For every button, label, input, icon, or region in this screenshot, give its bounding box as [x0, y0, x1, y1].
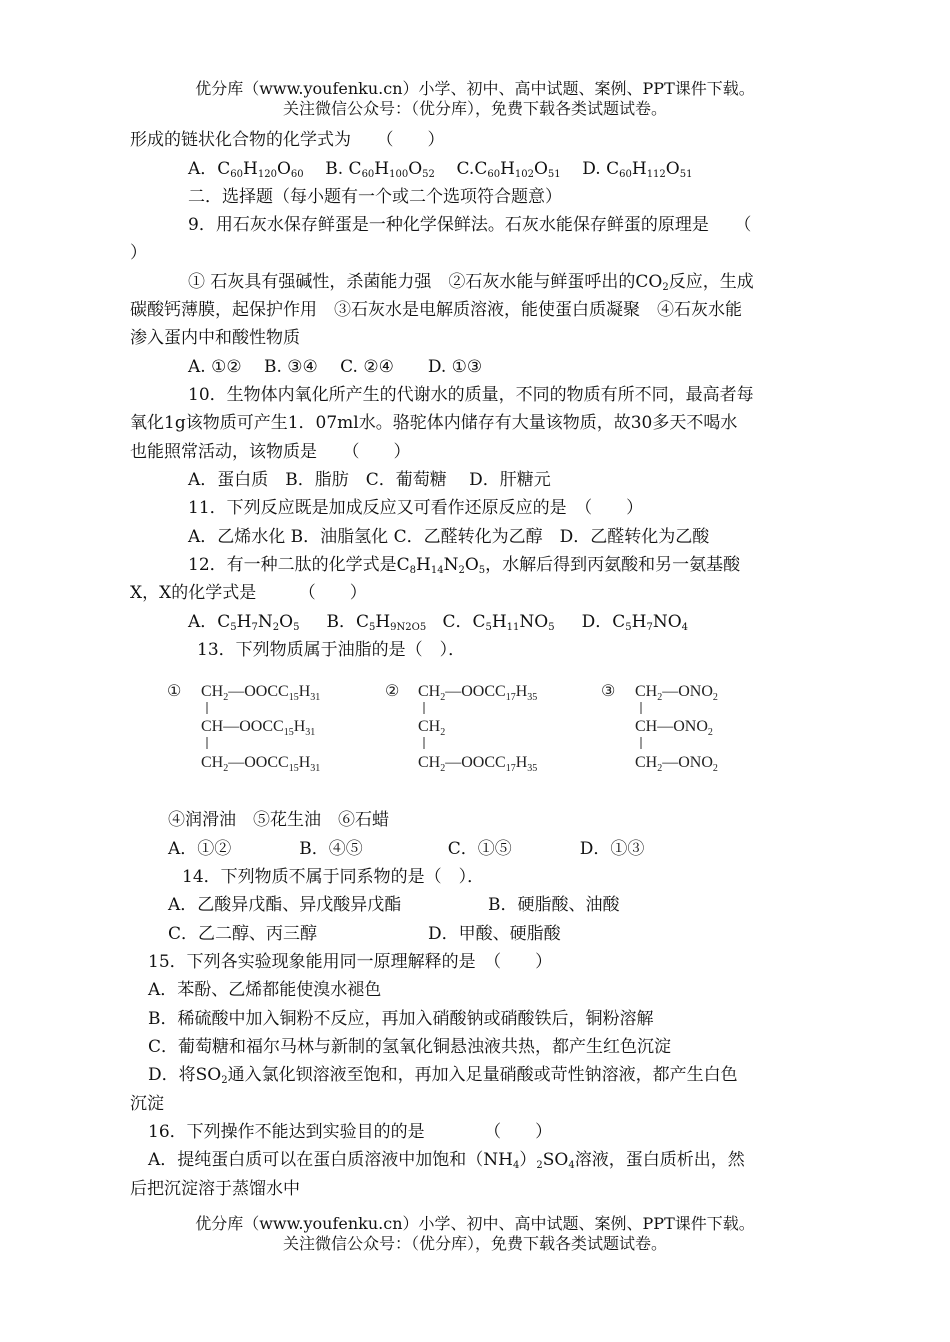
formula-3-row-1: $CH_2—ONO_2$ — [635, 683, 718, 703]
section-2-title: 二．选择题（每小题有一个或二个选项符合题意） — [188, 187, 562, 207]
q9-statement-2: 碳酸钙薄膜，起保护作用 ③石灰水是电解质溶液，能使蛋白质凝聚 ④石灰水能 — [130, 300, 742, 320]
q10-line-3: 也能照常活动，该物质是 （ ） — [130, 442, 411, 462]
q14-stem: 14．下列物质不属于同系物的是（ ）． — [182, 867, 485, 887]
formula-1-row-2: $CH—OOCC_{15}H_{31}$ — [201, 718, 316, 738]
q13-more-choices: ④润滑油 ⑤花生油 ⑥石蜡 — [168, 810, 389, 830]
formula-3-row-3: $CH_2—ONO_2$ — [635, 754, 718, 774]
formula-3-label: ③ — [601, 683, 616, 700]
formula-1-row-1: $CH_2—OOCC_{15}H_{31}$ — [201, 683, 321, 703]
formula-1-row-3: $CH_2—OOCC_{15}H_{31}$ — [201, 754, 321, 774]
formula-2-label: ② — [385, 683, 400, 700]
q9-statement-1: ① 石灰具有强碱性，杀菌能力强 ②石灰水能与鲜蛋呼出的$CO_2$反应，生成 — [188, 272, 754, 293]
q8-options: A．$C_{60}H_{120}O_{60}$ B. $C_{60}H_{100}O_{52}$ $C.C_{60}H_{102}O_{51}$ D. $C_{60}H_{112}O_{51}$ — [188, 159, 693, 180]
q9-statement-3: 渗入蛋内中和酸性物质 — [130, 328, 300, 348]
q12-line-1: 12．有一种二肽的化学式是$C_8H_{14}N_2O_5$，水解后得到丙氨酸和另一氨基酸 — [188, 555, 741, 576]
q11-stem: 11．下列反应既是加成反应又可看作还原反应的是 （ ） — [188, 498, 644, 518]
q10-line-1: 10．生物体内氧化所产生的代谢水的质量，不同的物质有所不同，最高者每 — [188, 385, 754, 405]
footer-line-2: 关注微信公众号：（优分库），免费下载各类试题试卷。 — [282, 1234, 667, 1253]
q15-option-d-end: 沉淀 — [130, 1094, 164, 1114]
q9-options: A. ①② B. ③④ C. ②④ D. ①③ — [188, 357, 483, 377]
q14-option-b: B．硬脂酸、油酸 — [488, 895, 620, 915]
q9-stem: 9．用石灰水保存鲜蛋是一种化学保鲜法。石灰水能保存鲜蛋的原理是 （ — [188, 215, 752, 235]
formula-1-label: ① — [167, 683, 182, 700]
q12-line-2: X，X的化学式是 （ ） — [130, 583, 367, 603]
formula-3-row-2: $CH—ONO_2$ — [635, 718, 713, 738]
q10-options: A．蛋白质 B．脂肪 C．葡萄糖 D．肝糖元 — [188, 470, 551, 490]
header-line-1: 优分库（www.youfenku.cn）小学、初中、高中试题、案例、PPT课件下载。 — [195, 79, 755, 98]
formula-2-row-3: $CH_2—OOCC_{17}H_{35}$ — [418, 754, 538, 774]
q15-option-c: C．葡萄糖和福尔马林与新制的氢氧化铜悬浊液共热，都产生红色沉淀 — [148, 1037, 672, 1057]
q14-option-d: D．甲酸、硬脂酸 — [428, 924, 561, 944]
q14-option-a: A．乙酸异戊酯、异戊酸异戊酯 — [168, 895, 402, 915]
q10-line-2: 氧化1g该物质可产生1．07ml水。骆驼体内储存有大量该物质，故30多天不喝水 — [130, 413, 738, 433]
q8-continuation: 形成的链状化合物的化学式为 （ ） — [130, 130, 445, 150]
q13-stem: 13．下列物质属于油脂的是（ ）． — [197, 640, 466, 660]
formula-2-row-1: $CH_2—OOCC_{17}H_{35}$ — [418, 683, 538, 703]
formula-2-row-2: $CH_2$ — [418, 718, 446, 738]
q16-stem: 16．下列操作不能达到实验目的的是 （ ） — [148, 1122, 553, 1142]
q12-options: A．$C_5H_7N_2O_5$ B．$C_5H_{9N2O5}$ C．$C_5H_{11}NO_5$ D．$C_5H_7NO_4$ — [188, 612, 689, 633]
header-line-2: 关注微信公众号：（优分库），免费下载各类试题试卷。 — [282, 99, 667, 118]
q13-structural-formulas — [165, 676, 785, 786]
q9-stem-end: ） — [130, 243, 147, 263]
q14-option-c: C．乙二醇、丙三醇 — [168, 924, 318, 944]
q13-options: A．①② B．④⑤ C．①⑤ D．①③ — [168, 839, 645, 859]
q15-option-b: B．稀硫酸中加入铜粉不反应，再加入硝酸钠或硝酸铁后，铜粉溶解 — [148, 1009, 654, 1029]
q15-option-a: A．苯酚、乙烯都能使溴水褪色 — [148, 980, 382, 1000]
q15-stem: 15．下列各实验现象能用同一原理解释的是 （ ） — [148, 952, 553, 972]
q16-option-a: A．提纯蛋白质可以在蛋白质溶液中加饱和$(NH_4)_2SO_4$溶液，蛋白质析出，然 — [148, 1150, 745, 1171]
q11-options: A．乙烯水化 B．油脂氢化 C．乙醛转化为乙醇 D．乙醛转化为乙酸 — [188, 527, 710, 547]
q16-option-a-end: 后把沉淀溶于蒸馏水中 — [130, 1179, 300, 1199]
q15-option-d: D．将$SO_2$通入氯化钡溶液至饱和，再加入足量硝酸或苛性钠溶液，都产生白色 — [148, 1065, 738, 1086]
footer-line-1: 优分库（www.youfenku.cn）小学、初中、高中试题、案例、PPT课件下载。 — [195, 1214, 755, 1233]
